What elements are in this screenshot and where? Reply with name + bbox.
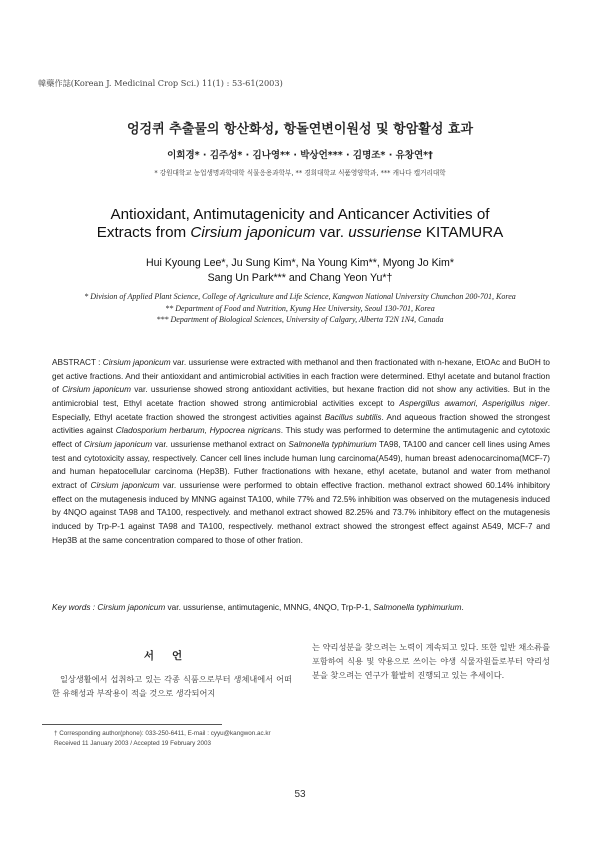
page-number: 53 [294, 789, 306, 800]
english-authors-line1: Hui Kyoung Lee*, Ju Sung Kim*, Na Young Kim**, Myong Jo Kim* [146, 257, 454, 269]
keywords: Key words : Cirsium japonicum var. ussuriense, antimutagenic, MNNG, 4NQO, Trp-P-1, Salmonella typhimurium. [52, 603, 464, 612]
journal-header: 韓藥作誌(Korean J. Medicinal Crop Sci.) 11(1) : 53-61(2003) [38, 78, 283, 88]
english-title-line1: Antioxidant, Antimutagenicity and Anticancer Activities of [110, 206, 490, 223]
footnote-rule [42, 724, 222, 725]
abstract: ABSTRACT : Cirsium japonicum var. ussuriense were extracted with methanol and then fractionated with n-hexane, EtOAc and BuOH to get active fractions. And their antioxidant and antimicrobial activities in each fraction were determined. Ethyl acetate and butanol fraction of Cirsium japonicum var. ussuriense showed strong antioxidant activities, but hexane fraction did not show any activities. But in the antimicrobial test, Ethyl acetate fraction showed strong antimicrobial activities except to Aspergillus awamori, Asperigillus niger. Especially, Ethyl acetate fraction showed the strongest activities against Bacillus subtilis. And aqueous fraction showed the strongest activities against Cladosporium herbarum, Hypocrea nigricans. This study was performed to determine the antimutagenic and cytotoxic effect of Cirsium japonicum var. ussuriense methanol extract on Salmonella typhimurium TA98, TA100 and cancer cell lines using Ames test and cytotoxicity assay, respectively. Cancer cell lines include human lung carcinoma(A549), human breast adenocarcinoma(MCF-7) and human hepatocellular carcinoma (Hep3B). Futher fractionations with hexane, ethyl acetate, butanol and water from methanol extract of Cirsium japonicum var. ussuriense were performed to obtain effective fraction. methanol extract showed 60.14% inhibitory effect on the mutagenesis induced by MNNG against TA100, while 77% and 72.5% inhibition was observed on the mutagenesis induced by 4NQO against TA98 and TA100, respectively. and methanol extract showed 82.25% and 73.7% inhibitory effect on the mutagenesis induced by Trp-P-1 against TA98 and TA100, respectively. methanol extract showed the strongest effect against A549, MCF-7 and Hep3B at the same concentration compared to those of other fration. [52, 358, 550, 545]
korean-title: 엉겅퀴 추출물의 항산화성, 항돌연변이원성 및 항암활성 효과 [126, 122, 474, 137]
section-title: 서언 [143, 650, 201, 662]
english-affiliations [0, 291, 600, 326]
english-title-line2: Extracts from Cirsium japonicum var. ussuriense KITAMURA [96, 224, 504, 241]
english-authors-line2: Sang Un Park*** and Chang Yeon Yu*† [207, 272, 393, 284]
footnote-received: Received 11 January 2003 / Accepted 19 February 2003 [54, 740, 212, 747]
affiliation-1: * Division of Applied Plant Science, College of Agriculture and Life Science, Kangwon National University Chunchon 200-701, Korea [84, 292, 516, 301]
body-left-column: 일상생활에서 섭취하고 있는 각종 식품으로부터 생체내에서 어떠한 유해성과 부작용이 적을 것으로 생각되어지 [52, 674, 292, 698]
abstract-label: ABSTRACT : [52, 358, 103, 367]
korean-affiliations: * 강원대학교 농업생명과학대학 식물응용과학부, ** 경희대학교 식품영양학과, *** 캐나다 캘거리대학 [154, 169, 446, 177]
affiliation-3: *** Department of Biological Sciences, University of Calgary, Alberta T2N 1N4, Canada [156, 315, 444, 324]
body-right-column: 는 약리성분을 찾으려는 노력이 계속되고 있다. 또한 일반 채소류를 포함하여 식용 및 약용으로 쓰이는 야생 식물자원들로부터 약리성분을 찾으려는 연구가 활발히 진행되고 있는 추세이다. [312, 642, 550, 680]
footnote-corresponding: † Corresponding author(phone): 033-250-6411, E-mail : cyyu@kangwon.ac.kr [54, 730, 271, 737]
footnote [54, 729, 271, 749]
keywords-label: Key words : [52, 603, 98, 612]
affiliation-2: ** Department of Food and Nutrition, Kyung Hee University, Seoul 130-701, Korea [165, 303, 435, 313]
english-title [0, 206, 600, 242]
korean-authors: 이희경* · 김주성* · 김나영** · 박상언*** · 김명조* · 유창연*† [167, 150, 433, 161]
english-authors [0, 256, 600, 286]
